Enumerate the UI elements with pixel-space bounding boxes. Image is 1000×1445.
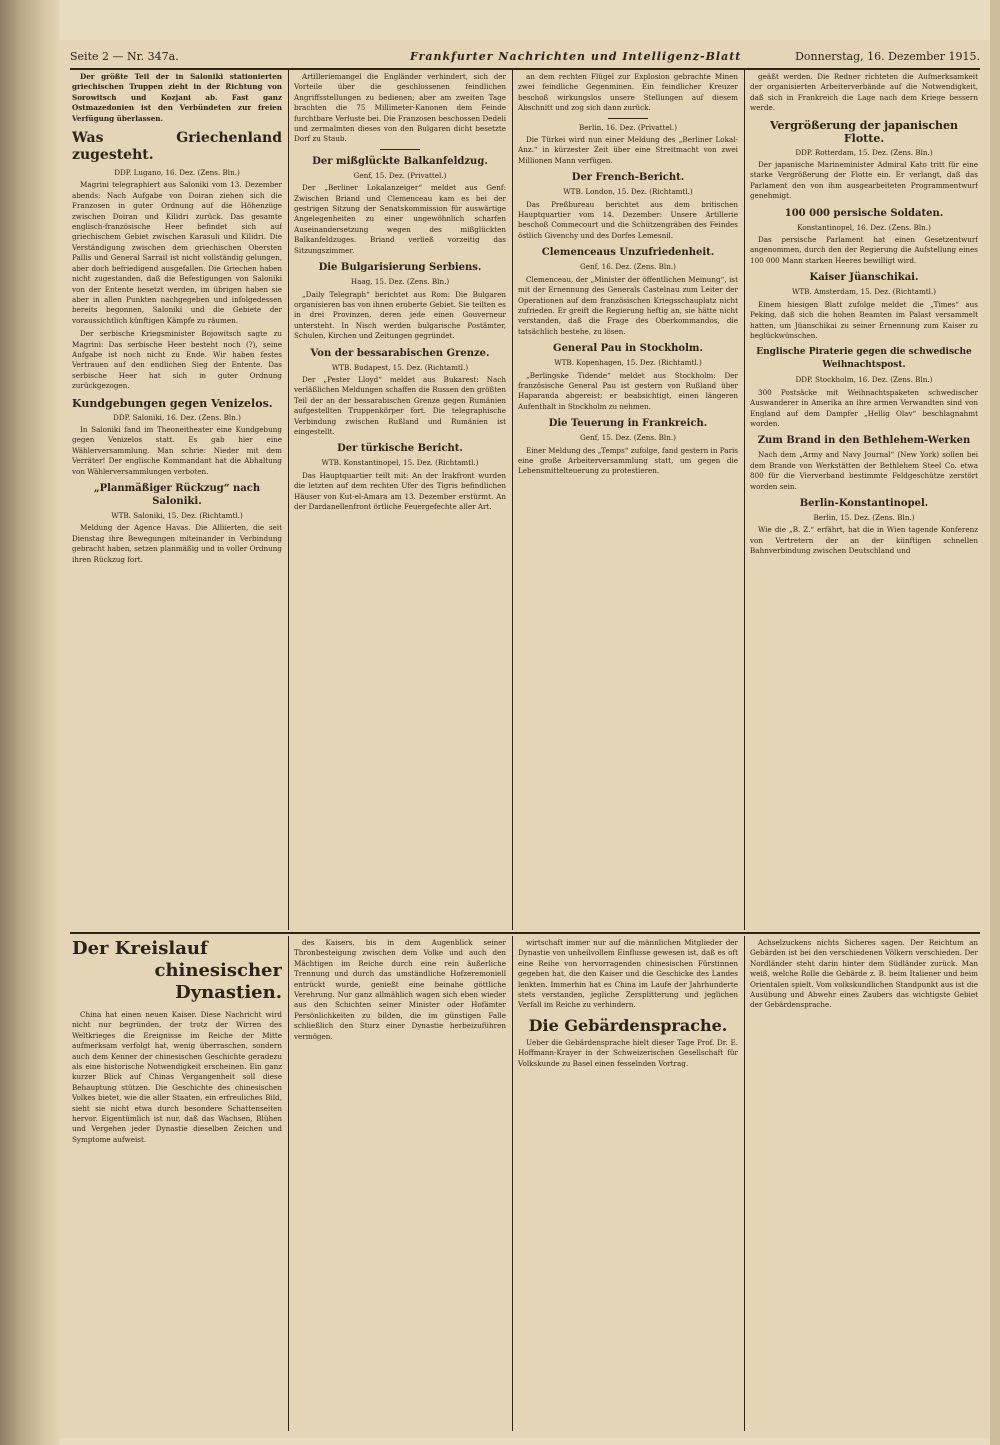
dateline: Genf, 15. Dez. (Zens. Bln.) [580,433,676,443]
dateline: WTB. Kopenhagen, 15. Dez. (Richtamtl.) [554,358,702,368]
headline-piraterie: Englische Piraterie gegen die schwedische Weihnachtspost. [756,347,972,371]
page-header [70,46,980,70]
feuilleton-paragraph: des Kaisers, bis in dem Augenblick seiner Thronbesteigung zwischen dem Volke und auch den Mächtigen im Reiche durch eine rein äußerliche Trennung und durch das umständliche Hofzeremoniell entrückt wurde, genießt eine beinahe göttliche Verehrung. Nur ganz allmählich wagen sich eben wieder aus den Schichten seiner Minister oder Hofämter Persönlichkeiten zu bilden, die im günstigen Falle schließlich den Sturz einer Dynastie herbeizuführen vermögen. [294,938,506,1041]
dateline: Konstantinopel, 16. Dez. (Zens. Bln.) [797,222,931,232]
headline-griechenland: Was Griechenland zugesteht. [72,130,282,164]
headline-venizelos: Kundgebungen gegen Venizelos. [72,396,273,410]
headline-japan-flotte: Vergrößerung der japanischen Flotte. [769,118,959,145]
article-paragraph: Einem hiesigen Blatt zufolge meldet die „Times“ aus Peking, daß sich die hohen Beamten im Palast versammelt hatten, um Jüanschikai zu seiner Ernennung zum Kaiser zu beglückwünschen. [750,299,978,340]
headline-persische-soldaten: 100 000 persische Soldaten. [784,207,944,219]
feuilleton-column-2 [294,938,506,1428]
article-paragraph: Das Hauptquartier teilt mit: An der Irakfront wurden die letzten auf dem rechten Ufer des Tigris befindlichen Häuser von Kut-el-Amara am 13. Dezember erstürmt. An der Dardanellenfront örtliche Feuergefechte aller Art. [294,470,506,511]
article-paragraph: Nach dem „Army and Navy Journal“ (New York) sollen bei dem Brande von Werkstätten der Bethlehem Steel Co. etwa 800 für die Vierverband bestimmte Feldgeschütze zerstört worden sein. [750,450,978,491]
article-paragraph: Artilleriemangel die Engländer verhindert, sich der Vorteile über die geschlossenen feindlichen Angriffsstellungen zu bedienen; aber am zweiten Tage brachten die 75 Millimeter-Kanonen dem Feinde furchtbare Verluste bei. Die Franzosen beschossen Dedeli und zermalmten dieses von den Bulgaren dicht besetzte Dorf zu Staub. [294,72,506,144]
article-paragraph: Das Preßbureau berichtet aus dem britischen Hauptquartier vom 14. Dezember: Unsere Artillerie beschoß Commecourt und die Schützengräben des Feindes östlich Givenchy und des Dorfes Lemesnil. [518,199,738,240]
headline-berlin-konstantinopel: Berlin-Konstantinopel. [799,497,929,509]
dateline: WTB. Budapest, 15. Dez. (Richtamtl.) [331,362,469,372]
article-paragraph: „Berlingske Tidende“ meldet aus Stockholm: Der französische General Pau ist gestern von Rußland über Haparanda abgereist; er beabsichtigt, einen längeren Aufenthalt in Stockholm zu nehmen. [518,370,738,411]
article-paragraph: Meldung der Agence Havas. Die Alliierten, die seit Dienstag ihre Bewegungen miteinander in Verbindung gebracht haben, setzen planmäßig und in voller Ordnung ihren Rückzug fort. [72,523,282,564]
feuilleton-title-line1: Der Kreislauf [72,938,208,959]
column-1 [72,72,282,928]
dateline: DDP. Stockholm, 16. Dez. (Zens. Bln.) [795,375,933,385]
article-paragraph: geäßt werden. Die Redner richteten die Aufmerksamkeit der organisierten Arbeiterverbände auf die Notwendigkeit, daß sich in Frankreich die Lage nach dem Kriege bessern werde. [750,72,978,113]
dateline: Berlin, 15. Dez. (Zens. Bln.) [813,512,915,522]
page-edge [990,0,1000,1445]
article-paragraph: Clemenceau, der „Minister der öffentlichen Meinung“, ist mit der Ernennung des Generals Castelnau zum Leiter der Operationen auf dem französischen Kriegsschauplatz nicht zufrieden. Er greift die Regierung heftig an, sie hätte nicht verstanden, daß die Frage des Oberkommandos, die tatsächlich bestehe, zu lösen. [518,274,738,336]
intro-paragraph: Der größte Teil der in Saloniki stationierten griechischen Truppen zieht in der Richtung von Sorowitsch und Kozjani ab. Fast ganz Ostmazedonien ist den Verbündeten zur freien Verfügung überlassen. [72,72,282,123]
article-paragraph: In Saloniki fand im Theoneitheater eine Kundgebung gegen Venizelos statt. Es gab hier eine Wählerversammlung. Man schrie: Nieder mit dem Verräter! Der englische Kommandant hat die Abhaltung von Wählerversammlungen verboten. [72,424,282,476]
article-paragraph: Der japanische Marineminister Admiral Kato tritt für eine starke Vergrößerung der Flotte ein. Er verlangt, daß das Parlament den von ihm ausgearbeiteten Programmentwurf genehmigt. [750,160,978,201]
article-paragraph: Der serbische Kriegsminister Bojowitsch sagte zu Magrini: Das serbische Heer besteht noch (?), seine Aufgabe ist noch nicht zu Ende. Wir haben festes Vertrauen auf den endlichen Sieg der Entente. Das serbische Heer hat sich in guter Ordnung zurückgezogen. [72,329,282,391]
feuilleton-paragraph: wirtschaft immer nur auf die männlichen Mitglieder der Dynastie von unheilvollem Einflusse gewesen ist, daß es oft eine Reihe von hervorragenden chinesischen Fürstinnen gegeben hat, die den Kaiser und die Geschicke des Landes lenkten. Immerhin hat es China im Laufe der Jahrhunderte stets verstanden, jegliche Zersplitterung und jeglichen Verfall im Reiche zu verhindern. [518,938,738,1010]
separator [608,118,648,119]
masthead-title: Frankfurter Nachrichten und Intelligenz-Blatt [410,50,742,63]
separator [380,149,420,150]
feuilleton-paragraph: China hat einen neuen Kaiser. Diese Nachricht wird nicht nur begründen, der trotz der Wirren des Weltkrieges die Ereignisse im Reiche der Mitte aufmerksam verfolgt hat, wenig überraschen, sondern auch dem Kenner der chinesischen Geschichte geradezu als eine historische Notwendigkeit erscheinen. Ein ganz kurzer Blick auf Chinas Vergangenheit soll diese Behauptung stützen. Die Geschichte des chinesischen Volkes bietet, wie die aller Staaten, ein erfreuliches Bild, sieht sie nicht etwa durch besondere Schattenseiten hervor. Eigentümlich ist nur, daß das Wachsen, Blühen und Vergehen jeder Dynastie dieselben Zeichen und Symptome aufweist. [72,1010,282,1144]
feuilleton-paragraph: Achselzuckens nichts Sicheres sagen. Der Reichtum an Gebärden ist bei den verschiedenen Völkern verschieden. Der Nordländer steht darin hinter dem Südländer zurück. Man weiß, welche Rolle die Gebärde z. B. beim Italiener und beim Orientalen spielt. Vom volkskundlichen Standpunkt aus ist die Ausübung und Abwehr eines Zaubers das wichtigste Gebiet der Gebärdensprache. [750,938,978,1010]
article-paragraph: Der „Berliner Lokalanzeiger“ meldet aus Genf: Zwischen Briand und Clemenceau kam es bei der gestrigen Sitzung der Senatskommission für auswärtige Angelegenheiten zu einer ungewöhnlich scharfen Auseinandersetzung wegen des mißglückten Balkanfeldzuges. Briand verließ vorzeitig das Sitzungszimmer. [294,183,506,255]
column-rule [512,70,513,930]
headline-rueckzug: „Planmäßiger Rückzug“ nach Saloniki. [93,483,261,507]
feuilleton-column-1 [72,938,282,1428]
dateline: Genf, 16. Dez. (Zens. Bln.) [580,262,676,272]
newspaper-page [60,40,990,1438]
article-paragraph: Das persische Parlament hat einen Gesetzentwurf angenommen, durch den der Regierung die Aufstellung eines 100 000 Mann starken Heeres bewilligt wird. [750,235,978,265]
page-number: Seite 2 — Nr. 347a. [70,50,179,63]
feuilleton-paragraph: Ueber die Gebärdensprache hielt dieser Tage Prof. Dr. E. Hoffmann-Krayer in der Schweizerischen Gesellschaft für Volkskunde zu Basel einen fesselnden Vortrag. [518,1037,738,1068]
feuilleton-title-line2: chinesischer Dynastien. [154,960,282,1003]
dateline: WTB. Amsterdam, 15. Dez. (Richtamtl.) [791,287,937,297]
column-3 [518,72,738,928]
dateline: WTB. London, 15. Dez. (Richtamtl.) [563,187,693,197]
dateline: DDP. Saloniki, 16. Dez. (Zens. Bln.) [113,412,241,422]
article-paragraph: Die Türkei wird nun einer Meldung des „Berliner Lokal-Anz.“ in kürzester Zeit über eine Streitmacht von zwei Millionen Mann verfügen. [518,135,738,165]
dateline: DDP. Lugano, 16. Dez. (Zens. Bln.) [114,168,240,178]
column-2 [294,72,506,928]
dateline: Haag, 15. Dez. (Zens. Bln.) [350,277,450,287]
feuilleton-column-3 [518,938,738,1428]
headline-bethlehem: Zum Brand in den Bethlehem-Werken [757,435,971,447]
article-paragraph: Der „Pester Lloyd“ meldet aus Bukarest: Nach verläßlichen Meldungen schaffen die Russen den größten Teil der an der bessarabischen Grenze gegen Rumänien aufgestellten Truppenkörper fort. Die telegraphische Verbindung zwischen Rußland und Rumänien ist eingestellt. [294,374,506,436]
feuilleton-column-4 [750,938,978,1428]
headline-bulgarisierung: Die Bulgarisierung Serbiens. [318,262,482,274]
dateline: WTB. Konstantinopel, 15. Dez. (Richtamtl.) [321,458,479,468]
column-rule [744,70,745,930]
article-paragraph: „Daily Telegraph“ berichtet aus Rom: Die Bulgaren organisieren bas von ihnen eroberte Gebiet. Sie teilten es in drei Provinzen, deren jede einen Gouverneur untersteht. In Nisch werden bulgarische Postämter, Schulen, Kirchen und Zeitungen gegründet. [294,289,506,341]
column-rule [512,936,513,1431]
headline-general-pau: General Pau in Stockholm. [553,343,703,355]
headline-bessarabien: Von der bessarabischen Grenze. [310,347,490,359]
issue-date: Donnerstag, 16. Dezember 1915. [795,50,980,63]
column-4 [750,72,978,928]
article-paragraph: Einer Meldung des „Temps“ zufolge, fand gestern in Paris eine große Arbeiterversammlung statt, um gegen die Lebensmittelteuerung zu protestieren. [518,445,738,476]
dateline: WTB. Saloniki, 15. Dez. (Richtamtl.) [111,511,243,520]
column-rule [288,936,289,1431]
page-binding [0,0,60,1445]
headline-clemenceau: Clemenceaus Unzufriedenheit. [541,247,715,259]
article-paragraph: an dem rechten Flügel zur Explosion gebrachte Minen zwei feindliche Gegenminen. Ein feindlicher Kreuzer beschoß wirkungslos unsere Stellungen auf diesem Abschnitt und zog sich dann zurück. [518,72,738,113]
column-rule [288,70,289,930]
headline-jueanschikai: Kaiser Jüanschikai. [809,272,919,284]
dateline: Berlin, 16. Dez. (Privattel.) [579,122,677,132]
headline-tuerkischer-bericht: Der türkische Bericht. [337,443,463,455]
article-paragraph: 300 Postsäcke mit Weihnachtspaketen schwedischer Auswanderer in Amerika an ihre armen Verwandten sind von England auf dem Dampfer „Hellig Olav“ beschlagnahmt worden. [750,387,978,428]
feuilleton-rule [70,932,980,934]
article-paragraph: Wie die „B. Z.“ erfährt, hat die in Wien tagende Konferenz von Vertretern der an der künftigen schnellen Bahnverbindung zwischen Deutschland und [750,525,978,556]
headline-french-bericht: Der French-Bericht. [571,172,685,184]
article-paragraph: Magrini telegraphiert aus Saloniki vom 13. Dezember abends: Nach Aufgabe von Doiran ziehen sich die Franzosen in guter Ordnung auf die Höhenzüge zwischen Doiran und Kilidri zurück. Das gesamte englisch-französische Heer befindet sich auf griechischem Gebiet zwischen Karasuli und Kilidri. Die Verständigung zwischen dem griechischen Obersten Pallis und General Sarrail ist nicht vollständig gelungen, aber doch befriedigend ausgefallen. Die Griechen haben nicht zugestanden, daß die Befestigungen von Saloniki von der Entente besetzt werden, im übrigen haben sie aber in allen Punkten nachgegeben und infolgedessen bereits begonnen, Saloniki und die Gebiete der voraussichtlich künftigen Kämpfe zu räumen. [72,180,282,325]
column-rule [744,936,745,1431]
headline-balkanfeldzug: Der mißglückte Balkanfeldzug. [312,155,488,167]
headline-gebaerdensprache: Die Gebärdensprache. [528,1015,728,1035]
dateline: DDP. Rotterdam, 15. Dez. (Zens. Bln.) [795,147,933,157]
headline-teuerung: Die Teuerung in Frankreich. [548,418,708,430]
dateline: Genf, 15. Dez. (Privattel.) [353,170,447,180]
